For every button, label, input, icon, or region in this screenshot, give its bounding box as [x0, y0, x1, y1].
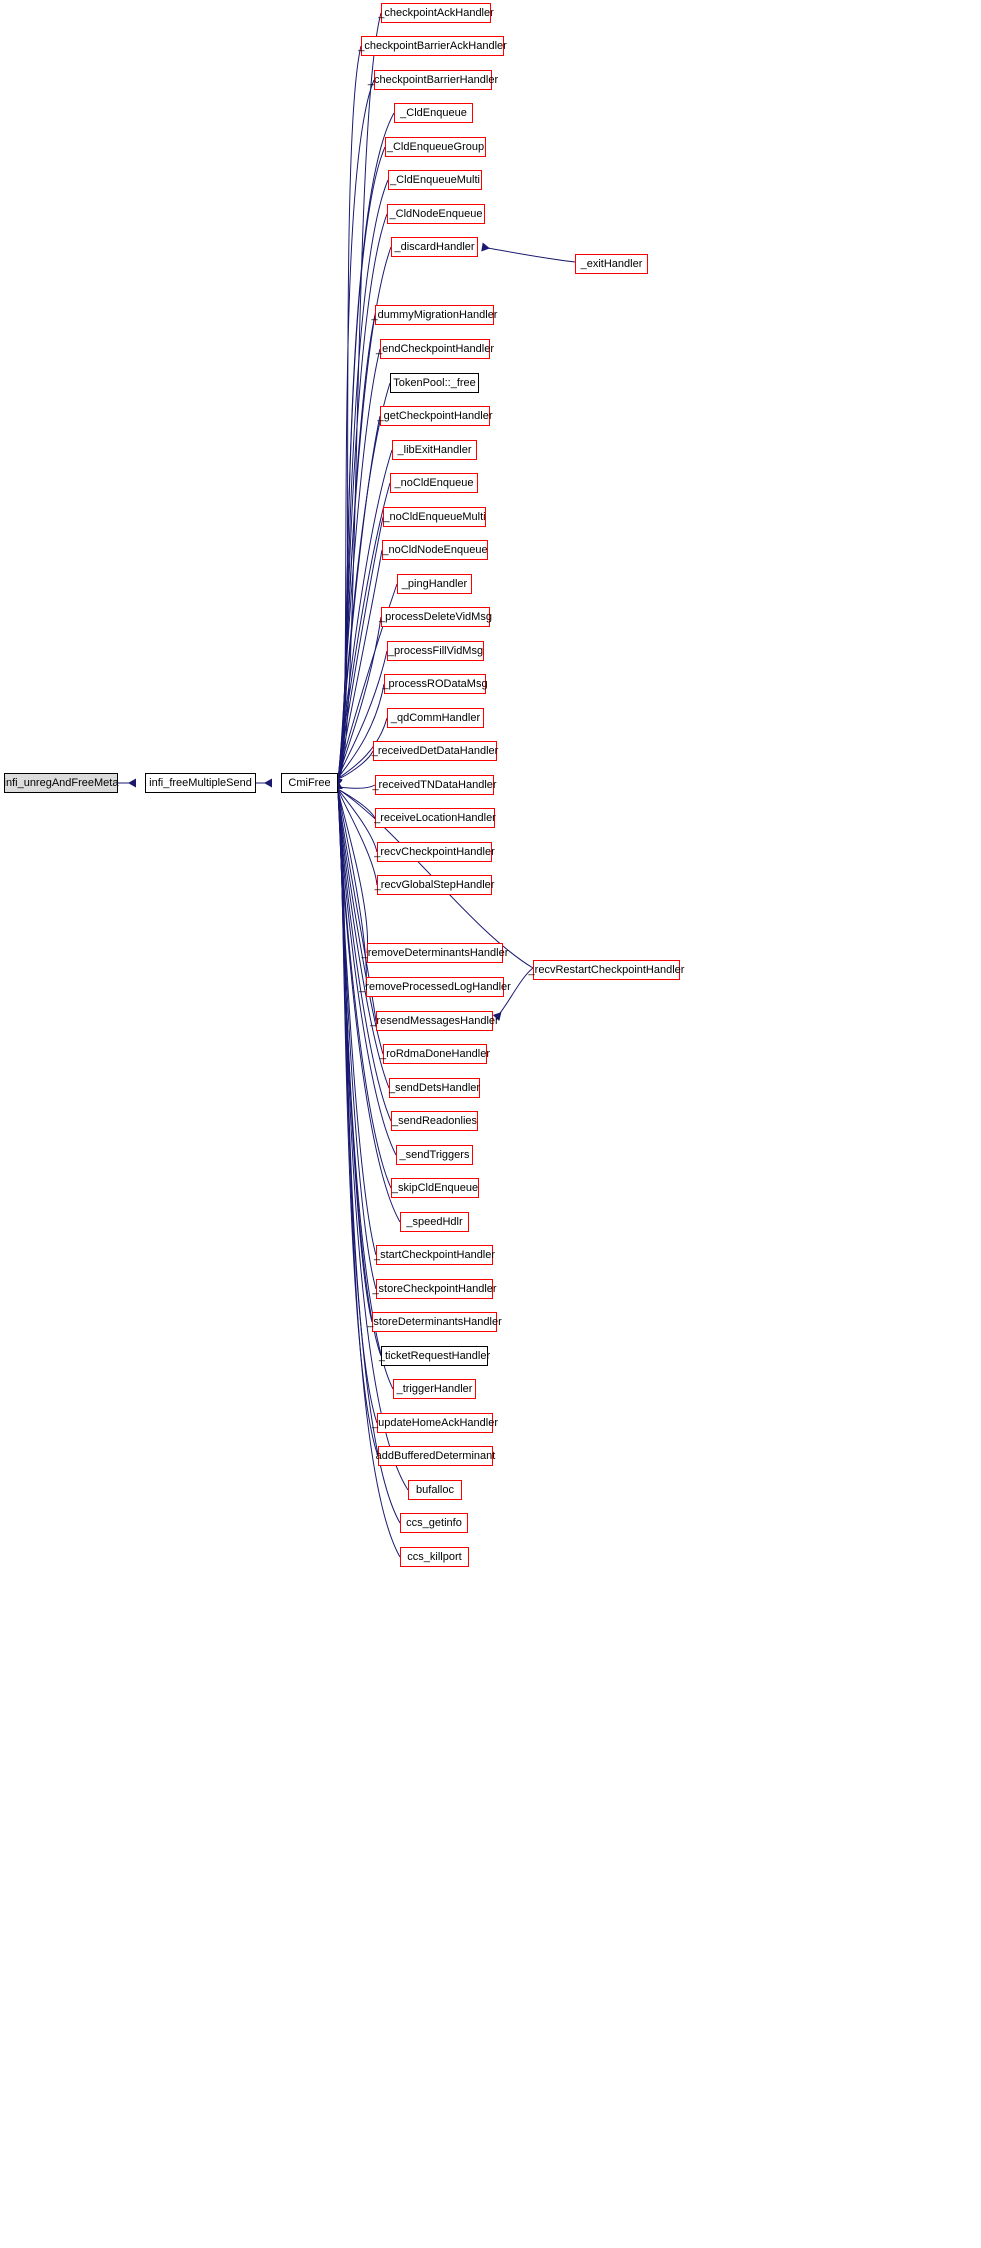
node-label: _processFillVidMsg	[387, 644, 484, 657]
node-label: _CldEnqueue	[400, 106, 467, 119]
node-label: _storeCheckpointHandler	[372, 1282, 497, 1295]
node-processdeletevidmsg[interactable]	[381, 607, 490, 627]
node-label: _recvGlobalStepHandler	[374, 878, 495, 891]
node-label: _processDeleteVidMsg	[379, 610, 492, 623]
node-infi-unregandfreemeta[interactable]	[4, 773, 118, 793]
node-label: infi_freeMultipleSend	[149, 776, 252, 789]
node-label: _sendDetsHandler	[388, 1081, 481, 1094]
node-updatehomeackhandler[interactable]	[372, 1413, 498, 1433]
node-sendtriggers[interactable]	[396, 1145, 473, 1165]
node-label: _getCheckpointHandler	[377, 409, 493, 422]
node-label: _resendMessagesHandler	[370, 1014, 499, 1027]
node-senddetshandler[interactable]	[389, 1078, 480, 1098]
node-label: addBufferedDeterminant	[375, 1449, 496, 1462]
node-processrodatamsg[interactable]	[384, 674, 486, 694]
node-label: _skipCldEnqueue	[391, 1181, 479, 1194]
node-cldenqueuegroup[interactable]	[385, 137, 486, 157]
node-cldenqueue[interactable]	[394, 103, 473, 123]
node-label: TokenPool::_free	[393, 376, 476, 389]
node-ccs-getinfo[interactable]	[400, 1513, 468, 1533]
node-recvrestartcheckpointhandler[interactable]	[528, 960, 685, 980]
node-receiveddetdatahandler[interactable]	[373, 741, 497, 761]
node-bufalloc[interactable]	[408, 1480, 462, 1500]
node-storedeterminantshandler[interactable]	[367, 1312, 502, 1332]
node-label: _storeDeterminantsHandler	[367, 1315, 502, 1328]
node-pinghandler[interactable]	[397, 574, 472, 594]
node-tokenpool-free[interactable]	[390, 373, 479, 393]
node-exithandler[interactable]	[575, 254, 648, 274]
node-label: _sendTriggers	[399, 1148, 470, 1161]
node-discardhandler[interactable]	[391, 237, 478, 257]
node-label: _CldNodeEnqueue	[389, 207, 483, 220]
node-label: _startCheckpointHandler	[373, 1248, 496, 1261]
node-label: _noCldEnqueue	[394, 476, 474, 489]
node-label: _discardHandler	[394, 240, 475, 253]
node-label: _pingHandler	[401, 577, 468, 590]
node-label: _noCldNodeEnqueue	[382, 543, 488, 556]
node-nocldnodeenqueue[interactable]	[382, 540, 488, 560]
node-receivedtndatahandler[interactable]	[372, 775, 497, 795]
node-label: _receivedDetDataHandler	[371, 744, 499, 757]
node-label: ccs_killport	[407, 1550, 462, 1563]
node-nocldenqueuemulti[interactable]	[383, 507, 486, 527]
node-processfillvidmsg[interactable]	[387, 641, 484, 661]
node-triggerhandler[interactable]	[393, 1379, 476, 1399]
node-label: _CldEnqueueMulti	[390, 173, 480, 186]
node-endcheckpointhandler[interactable]	[375, 339, 495, 359]
node-addbuffereddeterminant[interactable]	[375, 1446, 496, 1466]
node-label: _triggerHandler	[396, 1382, 473, 1395]
node-label: infi_unregAndFreeMeta	[3, 776, 119, 789]
node-recvcheckpointhandler[interactable]	[374, 842, 495, 862]
node-cmifree[interactable]	[281, 773, 338, 793]
node-label: _receivedTNDataHandler	[372, 778, 497, 791]
node-label: _updateHomeAckHandler	[372, 1416, 498, 1429]
node-label: _endCheckpointHandler	[375, 342, 495, 355]
node-label: _checkpointBarrierHandler	[367, 73, 499, 86]
node-getcheckpointhandler[interactable]	[377, 406, 493, 426]
node-label: _removeProcessedLogHandler	[359, 980, 511, 993]
node-cldenqueuemulti[interactable]	[388, 170, 482, 190]
node-label: bufalloc	[416, 1483, 454, 1496]
node-label: ccs_getinfo	[406, 1516, 462, 1529]
node-infi-freemultiplesend[interactable]	[145, 773, 256, 793]
node-label: _checkpointBarrierAckHandler	[358, 39, 507, 52]
node-ticketrequesthandler[interactable]	[378, 1346, 491, 1366]
node-qdcommhandler[interactable]	[387, 708, 484, 728]
node-sendreadonlies[interactable]	[391, 1111, 478, 1131]
node-label: _processRODataMsg	[382, 677, 488, 690]
node-label: _recvCheckpointHandler	[374, 845, 495, 858]
node-removeprocessedloghandler[interactable]	[359, 977, 511, 997]
node-label: _roRdmaDoneHandler	[379, 1047, 491, 1060]
node-label: _receiveLocationHandler	[374, 811, 496, 824]
node-checkpointbarrierhandler[interactable]	[367, 70, 499, 90]
node-cldnodeenqueue[interactable]	[387, 204, 485, 224]
node-label: _libExitHandler	[397, 443, 472, 456]
node-label: _removeDeterminantsHandler	[361, 946, 509, 959]
node-dummymigrationhandler[interactable]	[371, 305, 498, 325]
node-label: _recvRestartCheckpointHandler	[528, 963, 685, 976]
node-label: _checkpointAckHandler	[378, 6, 494, 19]
node-label: CmiFree	[288, 776, 331, 789]
node-label: _dummyMigrationHandler	[371, 308, 498, 321]
node-label: _speedHdlr	[406, 1215, 463, 1228]
node-libexithandler[interactable]	[392, 440, 477, 460]
node-label: _CldEnqueueGroup	[386, 140, 485, 153]
node-startcheckpointhandler[interactable]	[373, 1245, 496, 1265]
node-label: _qdCommHandler	[390, 711, 481, 724]
node-label: _sendReadonlies	[392, 1114, 478, 1127]
node-removedeterminantshandler[interactable]	[361, 943, 509, 963]
node-ccs-killport[interactable]	[400, 1547, 469, 1567]
node-nocldenqueue[interactable]	[390, 473, 478, 493]
node-skipcldenqueue[interactable]	[391, 1178, 479, 1198]
node-storecheckpointhandler[interactable]	[372, 1279, 497, 1299]
node-checkpointbarrierackhandler[interactable]	[358, 36, 507, 56]
node-checkpointackhandler[interactable]	[378, 3, 494, 23]
node-label: _exitHandler	[580, 257, 643, 270]
node-speedhdlr[interactable]	[400, 1212, 469, 1232]
node-resendmessageshandler[interactable]	[370, 1011, 499, 1031]
node-label: _noCldEnqueueMulti	[383, 510, 486, 523]
node-label: _ticketRequestHandler	[378, 1349, 491, 1362]
node-recvglobalstephandler[interactable]	[374, 875, 495, 895]
node-receivelocationhandler[interactable]	[375, 808, 495, 828]
node-rordmadonehandler[interactable]	[379, 1044, 491, 1064]
